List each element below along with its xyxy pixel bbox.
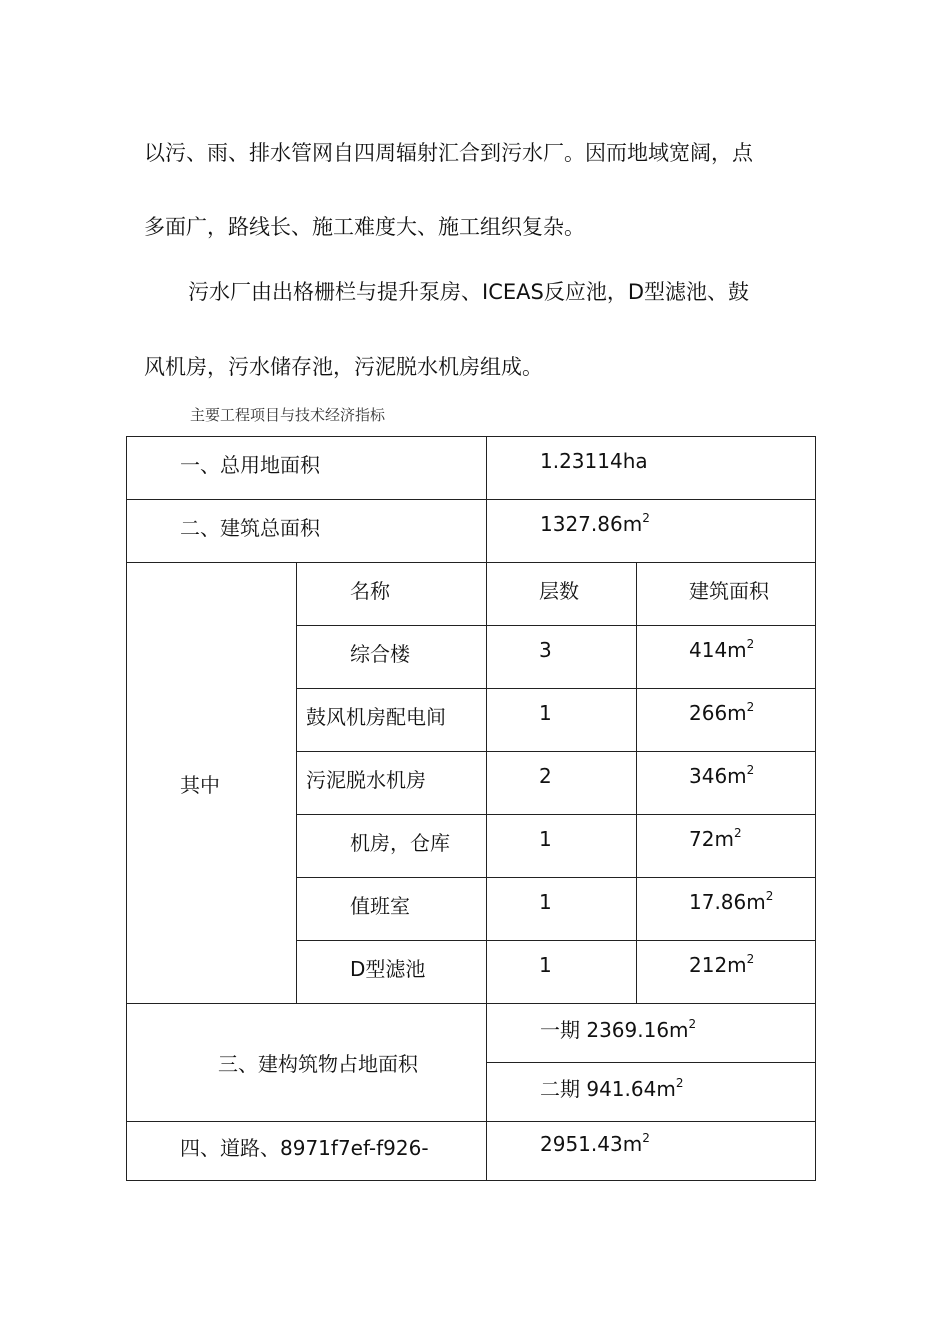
header-floors: 层数 xyxy=(487,563,637,626)
table-row xyxy=(127,1122,816,1181)
item-area: $17.86m^2$ xyxy=(637,878,816,941)
table-row xyxy=(127,500,816,563)
item-floors: 2 xyxy=(487,752,637,815)
table-row xyxy=(127,1004,816,1063)
item-floors: 1 xyxy=(487,689,637,752)
total-building-area-label: 二、建筑总面积 xyxy=(127,500,487,563)
paragraph-line-4: 风机房，污水储存池，污泥脱水机房组成。 xyxy=(144,355,543,379)
group-label: 其中 xyxy=(127,563,297,1004)
item-floors: 1 xyxy=(487,878,637,941)
item-name: 机房，仓库 xyxy=(297,815,487,878)
item-floors: 1 xyxy=(487,941,637,1004)
item-name: 综合楼 xyxy=(297,626,487,689)
road-value: $2951.43m^2$ xyxy=(487,1122,816,1181)
header-area: 建筑面积 xyxy=(637,563,816,626)
item-name: 鼓风机房配电间 xyxy=(297,689,487,752)
road-label: 四、道路、8971f7ef-f926- xyxy=(127,1122,487,1181)
table-row xyxy=(127,563,816,626)
item-area: $266m^2$ xyxy=(637,689,816,752)
item-floors: 1 xyxy=(487,815,637,878)
phase2-value: 二期 $941.64m^2$ xyxy=(487,1063,816,1122)
item-area: $346m^2$ xyxy=(637,752,816,815)
paragraph-line-2: 多面广，路线长、施工难度大、施工组织复杂。 xyxy=(144,215,585,239)
paragraph-line-3: 污水厂由出格栅栏与提升泵房、ICEAS反应池，D型滤池、鼓 xyxy=(188,280,749,304)
phase1-value: 一期 $2369.16m^2$ xyxy=(487,1004,816,1063)
item-area: $212m^2$ xyxy=(637,941,816,1004)
item-floors: 3 xyxy=(487,626,637,689)
table-row xyxy=(127,437,816,500)
header-name: 名称 xyxy=(297,563,487,626)
item-name: D型滤池 xyxy=(297,941,487,1004)
structure-footprint-label: 三、建构筑物占地面积 xyxy=(127,1004,487,1122)
indicator-table xyxy=(126,436,816,1181)
item-name: 值班室 xyxy=(297,878,487,941)
total-building-area-value: $1327.86m^2$ xyxy=(487,500,816,563)
paragraph-line-1: 以污、雨、排水管网自四周辐射汇合到污水厂。因而地域宽阔，点 xyxy=(144,141,753,165)
total-land-area-value: 1.23114ha xyxy=(487,437,816,500)
item-name: 污泥脱水机房 xyxy=(297,752,487,815)
total-land-area-label: 一、总用地面积 xyxy=(127,437,487,500)
item-area: $72m^2$ xyxy=(637,815,816,878)
table-caption: 主要工程项目与技术经济指标 xyxy=(190,406,386,424)
item-area: $414m^2$ xyxy=(637,626,816,689)
